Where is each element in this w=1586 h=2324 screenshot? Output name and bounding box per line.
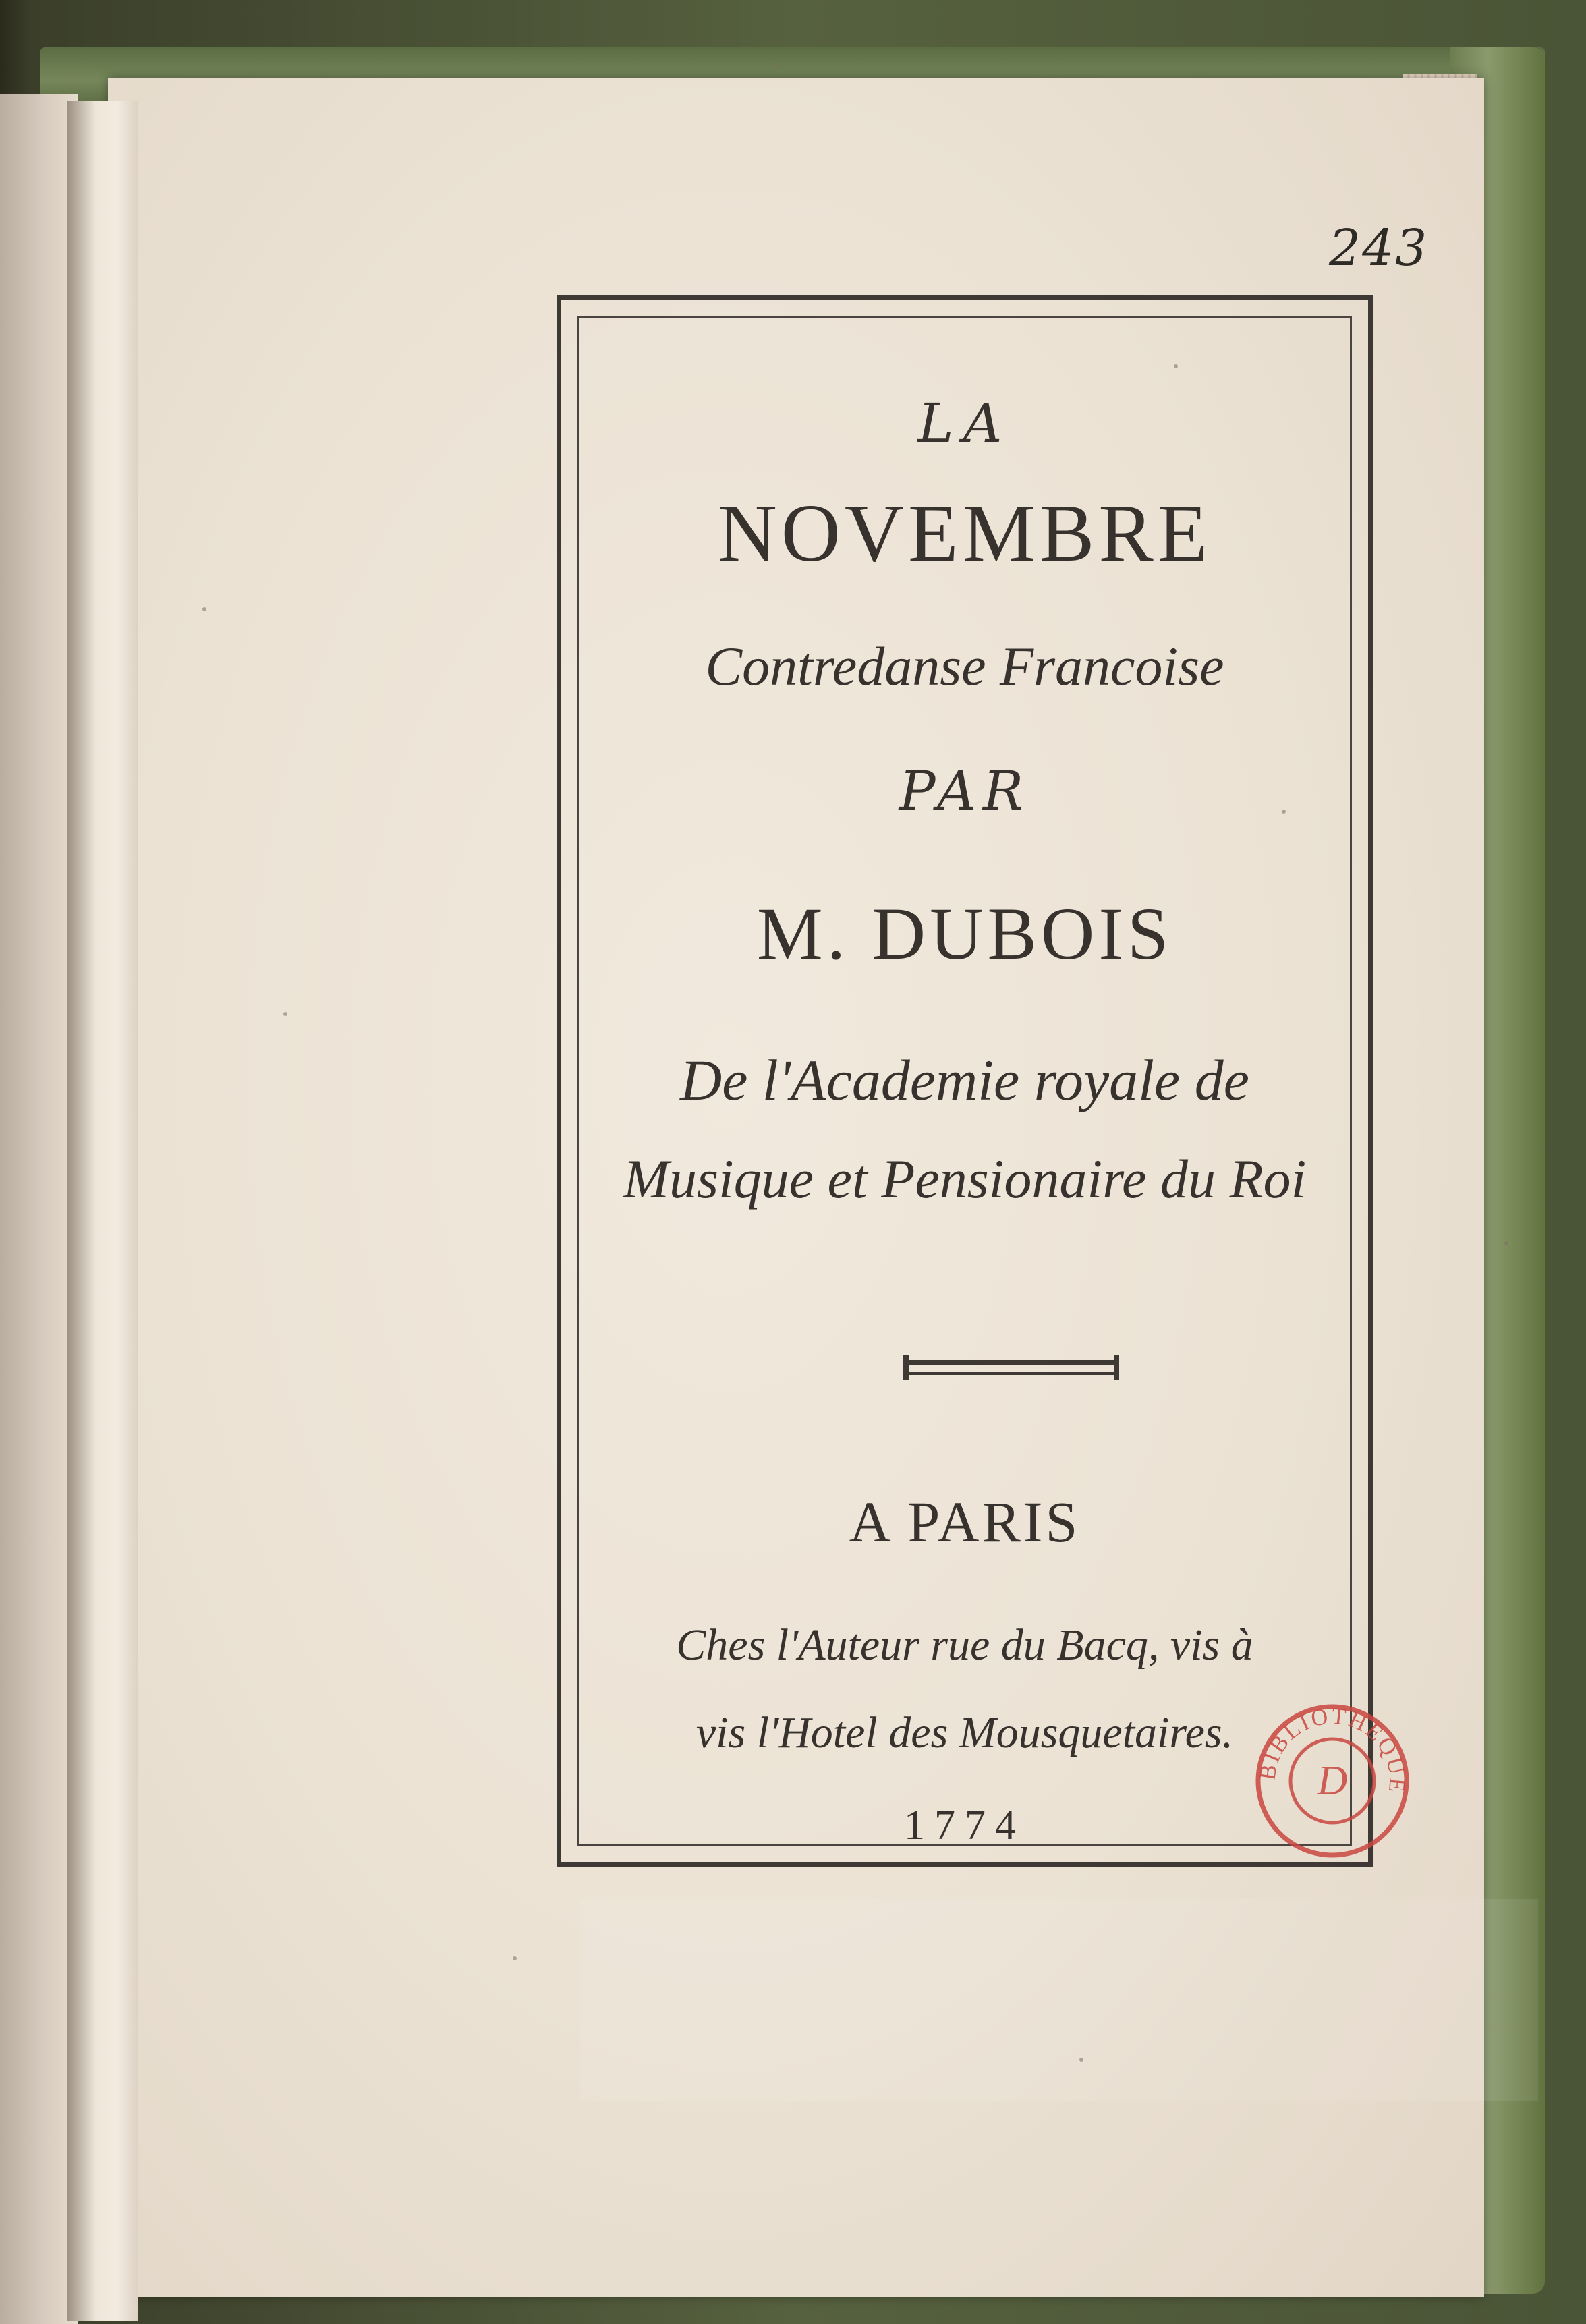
paper-speck: [1504, 1241, 1508, 1245]
paper-speck: [283, 1012, 287, 1016]
paper-speck: [513, 1956, 517, 1960]
imprint-place: A PARIS: [849, 1490, 1081, 1554]
paper-speck: [202, 607, 206, 611]
paper-speck: [1282, 810, 1286, 814]
imprint-year: 1774: [904, 1803, 1025, 1848]
affiliation-line-2: Musique et Pensionaire du Roi: [623, 1148, 1307, 1210]
title-page-sheet: [108, 78, 1484, 2297]
ornamental-rule: [903, 1360, 1119, 1375]
stamp-legend: BIBLIOTHEQUE: [1255, 1703, 1410, 1795]
pagination-number: 243: [1329, 219, 1429, 277]
paper-speck: [1079, 2058, 1083, 2062]
title: NOVEMBRE: [717, 488, 1212, 579]
imprint-address-line-1: Ches l'Auteur rue du Bacq, vis à: [676, 1620, 1253, 1670]
paper-speck: [1174, 364, 1178, 368]
imprint-address-line-2: vis l'Hotel des Mousquetaires.: [696, 1708, 1234, 1757]
library-stamp-icon: [1248, 1697, 1417, 1865]
title-article: LA: [917, 392, 1012, 455]
book-gutter: [67, 101, 138, 2321]
subtitle: Contredanse Francoise: [705, 635, 1224, 697]
by-line: PAR: [899, 760, 1031, 822]
printed-frame: [557, 295, 1373, 1867]
paper-speck: [776, 64, 780, 68]
printed-frame-inner: [577, 316, 1352, 1846]
lower-margin: [580, 1899, 1538, 2101]
facing-page: [0, 94, 78, 2324]
svg-text:D: D: [1317, 1758, 1348, 1804]
affiliation-line-1: De l'Academie royale de: [680, 1048, 1249, 1112]
author-name: M. DUBOIS: [756, 892, 1173, 975]
